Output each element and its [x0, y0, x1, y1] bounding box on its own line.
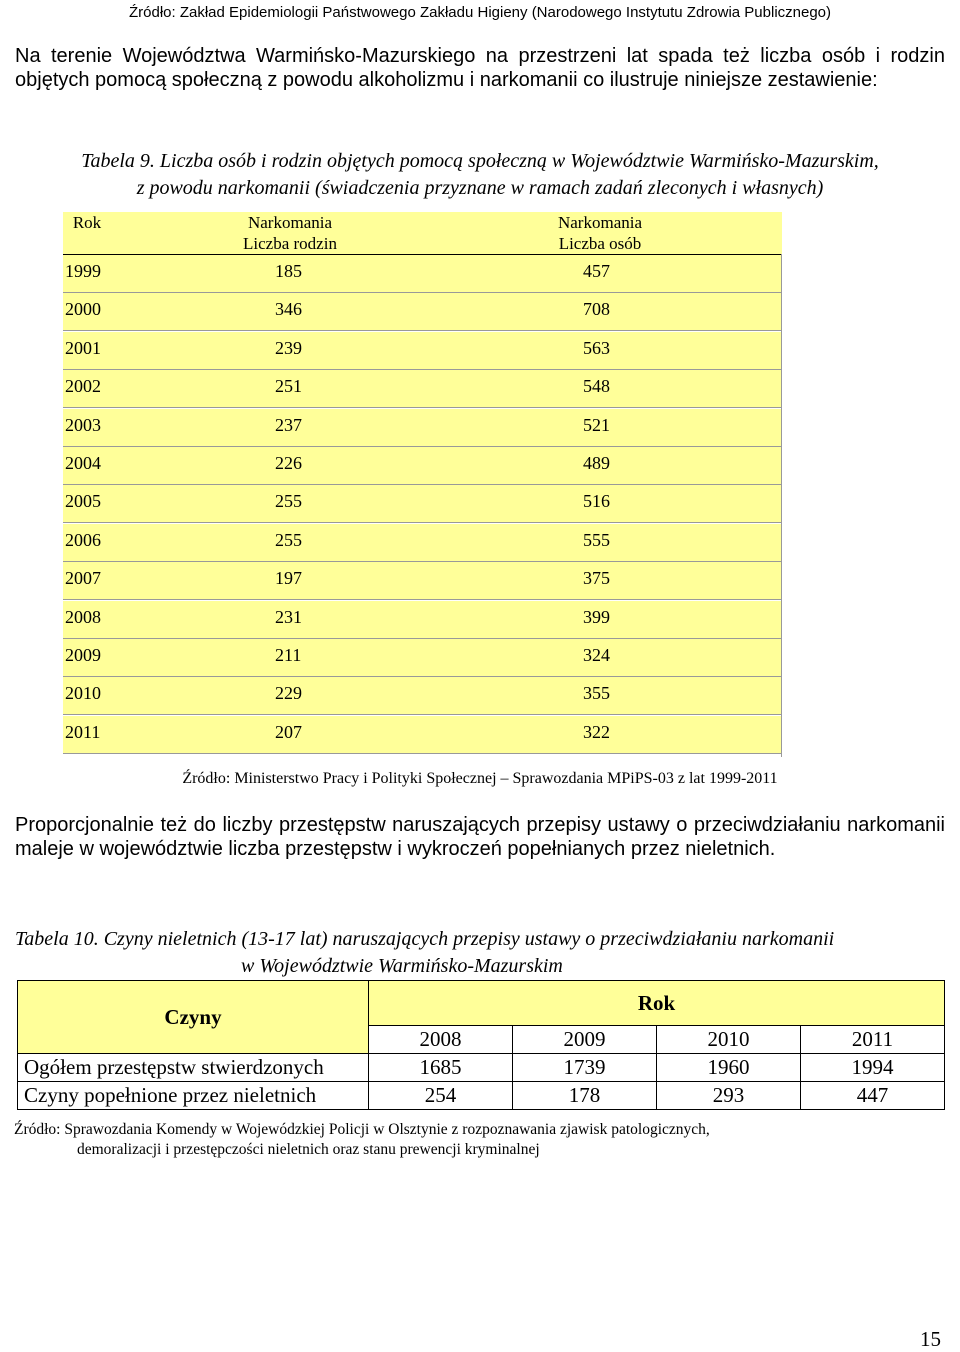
table9-header-osob-line1: Narkomania [557, 213, 643, 232]
table10-source-line2: demoralizacji i przestępczości nieletnich oraz stanu prewencji kryminalnej [77, 1141, 540, 1158]
table9-header-rok: Rok [72, 213, 102, 232]
table9-cell-rodzin: 237 [275, 414, 302, 435]
table9-row [63, 332, 782, 370]
table9-cell-year: 2009 [65, 645, 101, 665]
table10-cell: 1685 [369, 1054, 513, 1082]
table10-cell: 1739 [513, 1054, 657, 1082]
table9-cell-year: 2005 [65, 491, 101, 512]
table9-right-border [781, 254, 782, 757]
table9-row [63, 562, 782, 600]
table9-cell-osob: 548 [583, 376, 610, 397]
table10-row-minors [18, 1082, 945, 1110]
table9-cell-year: 2001 [65, 337, 101, 358]
table9-cell-osob: 555 [583, 529, 610, 550]
table10-cell: 1960 [657, 1054, 801, 1082]
table9-cell-osob: 516 [583, 491, 610, 512]
table9-cell-rodzin: 346 [275, 299, 302, 320]
table9-cell-rodzin: 229 [275, 683, 302, 704]
table9-cell-rodzin: 239 [275, 337, 302, 358]
table9-cell-year: 2007 [65, 568, 101, 589]
table9-header-rodzin [200, 212, 380, 254]
table9-source: Źródło: Ministerstwo Pracy i Polityki Społecznej – Sprawozdania MPiPS-03 z lat 1999-2011 [182, 770, 778, 787]
table9-cell-osob: 521 [583, 414, 610, 435]
table9-row [63, 716, 782, 754]
table9-cell-year: 2010 [65, 683, 101, 704]
table10-year-2008: 2008 [369, 1026, 513, 1054]
table10-caption [15, 926, 955, 980]
table9-cell-osob: 457 [583, 261, 610, 281]
table10-row-total [18, 1054, 945, 1082]
table9-cell-rodzin: 251 [275, 376, 302, 397]
table9-row [63, 639, 782, 677]
source-header: Źródło: Zakład Epidemiologii Państwowego Zakładu Higieny (Narodowego Instytutu Zdrowia Publicznego) [128, 4, 832, 21]
table9-cell-year: 2000 [65, 299, 101, 320]
table9-header-osob-line2: Liczba osób [558, 234, 642, 253]
table9-cell-osob: 708 [583, 299, 610, 320]
table9-cell-rodzin: 197 [275, 568, 302, 589]
table9-cell-year: 2004 [65, 453, 101, 473]
table9-cell-rodzin: 185 [275, 261, 302, 281]
table9-cell-rodzin: 211 [275, 645, 302, 665]
table9-header-rodzin-line2: Liczba rodzin [243, 234, 337, 253]
table9-row [63, 409, 782, 447]
table9-row [63, 447, 782, 485]
table9-cell-year: 2003 [65, 414, 101, 435]
table9-cell-osob: 375 [583, 568, 610, 589]
table9-cell-rodzin: 255 [275, 491, 302, 512]
table10-source-line1: Źródło: Sprawozdania Komendy w Wojewódzkiej Policji w Olsztynie z rozpoznawania zjawisk patologicznych, [14, 1121, 710, 1138]
table10-cell: 254 [369, 1082, 513, 1110]
table9-cell-rodzin: 207 [275, 721, 302, 742]
table10-cell: 178 [513, 1082, 657, 1110]
table9-row [63, 370, 782, 408]
table9-row [63, 677, 782, 715]
page-number: 15 [920, 1327, 941, 1351]
table9-cell-rodzin: 255 [275, 529, 302, 550]
table10-cell: 447 [801, 1082, 945, 1110]
table9-cell-osob: 563 [583, 337, 610, 358]
table10-row-minors-label: Czyny popełnione przez nieletnich [18, 1082, 369, 1110]
table9-header-osob [510, 212, 690, 254]
table9-caption-line2: z powodu narkomanii (świadczenia przyznane w ramach zadań zleconych i własnych) [136, 177, 824, 199]
table9-cell-osob: 355 [583, 683, 610, 704]
table9-cell-year: 2002 [65, 376, 101, 397]
table9-cell-rodzin: 231 [275, 606, 302, 627]
table9-row [63, 255, 782, 293]
table9-row [63, 601, 782, 639]
table9-cell-year: 2006 [65, 529, 101, 550]
table9-cell-osob: 489 [583, 453, 610, 473]
table9-row [63, 485, 782, 523]
table9-caption [0, 148, 960, 202]
intro-paragraph: Na terenie Województwa Warmińsko-Mazurskiego na przestrzeni lat spada też liczba osób i rodzin objętych pomocą społeczną z powodu alkoholizmu i narkomanii co ilustruje niniejsze zestawienie: [15, 45, 945, 91]
table9-row [63, 524, 782, 562]
table10 [17, 980, 945, 1110]
table10-header-czyny: Czyny [18, 981, 369, 1054]
table9-header-rodzin-line1: Narkomania [247, 213, 333, 232]
table10-header-rok: Rok [369, 981, 945, 1026]
table10-cell: 293 [657, 1082, 801, 1110]
table9-cell-year: 2011 [65, 721, 101, 742]
table10-year-2009: 2009 [513, 1026, 657, 1054]
table9-row [63, 293, 782, 331]
table10-caption-line2: w Województwie Warmińsko-Mazurskim [241, 955, 563, 977]
paragraph-2: Proporcjonalnie też do liczby przestępstw naruszających przepisy ustawy o przeciwdziałaniu narkomanii maleje w województwie liczba przestępstw i wykroczeń popełnianych przez nieletnich. [15, 814, 945, 860]
table9-cell-osob: 322 [583, 721, 610, 742]
table9-cell-year: 1999 [65, 261, 101, 281]
table9-cell-year: 2008 [65, 606, 101, 627]
table9-cell-osob: 324 [583, 645, 610, 665]
table10-caption-line1: Tabela 10. Czyny nieletnich (13-17 lat) naruszających przepisy ustawy o przeciwdziałaniu narkomanii [15, 928, 835, 950]
table10-source [14, 1120, 954, 1160]
table9-caption-line1: Tabela 9. Liczba osób i rodzin objętych pomocą społeczną w Województwie Warmińsko-Mazurskim, [81, 150, 879, 172]
table10-row-total-label: Ogółem przestępstw stwierdzonych [18, 1054, 369, 1082]
table10-cell: 1994 [801, 1054, 945, 1082]
table10-year-2011: 2011 [801, 1026, 945, 1054]
table9-cell-rodzin: 226 [275, 453, 302, 473]
table10-year-2010: 2010 [657, 1026, 801, 1054]
table9-cell-osob: 399 [583, 606, 610, 627]
